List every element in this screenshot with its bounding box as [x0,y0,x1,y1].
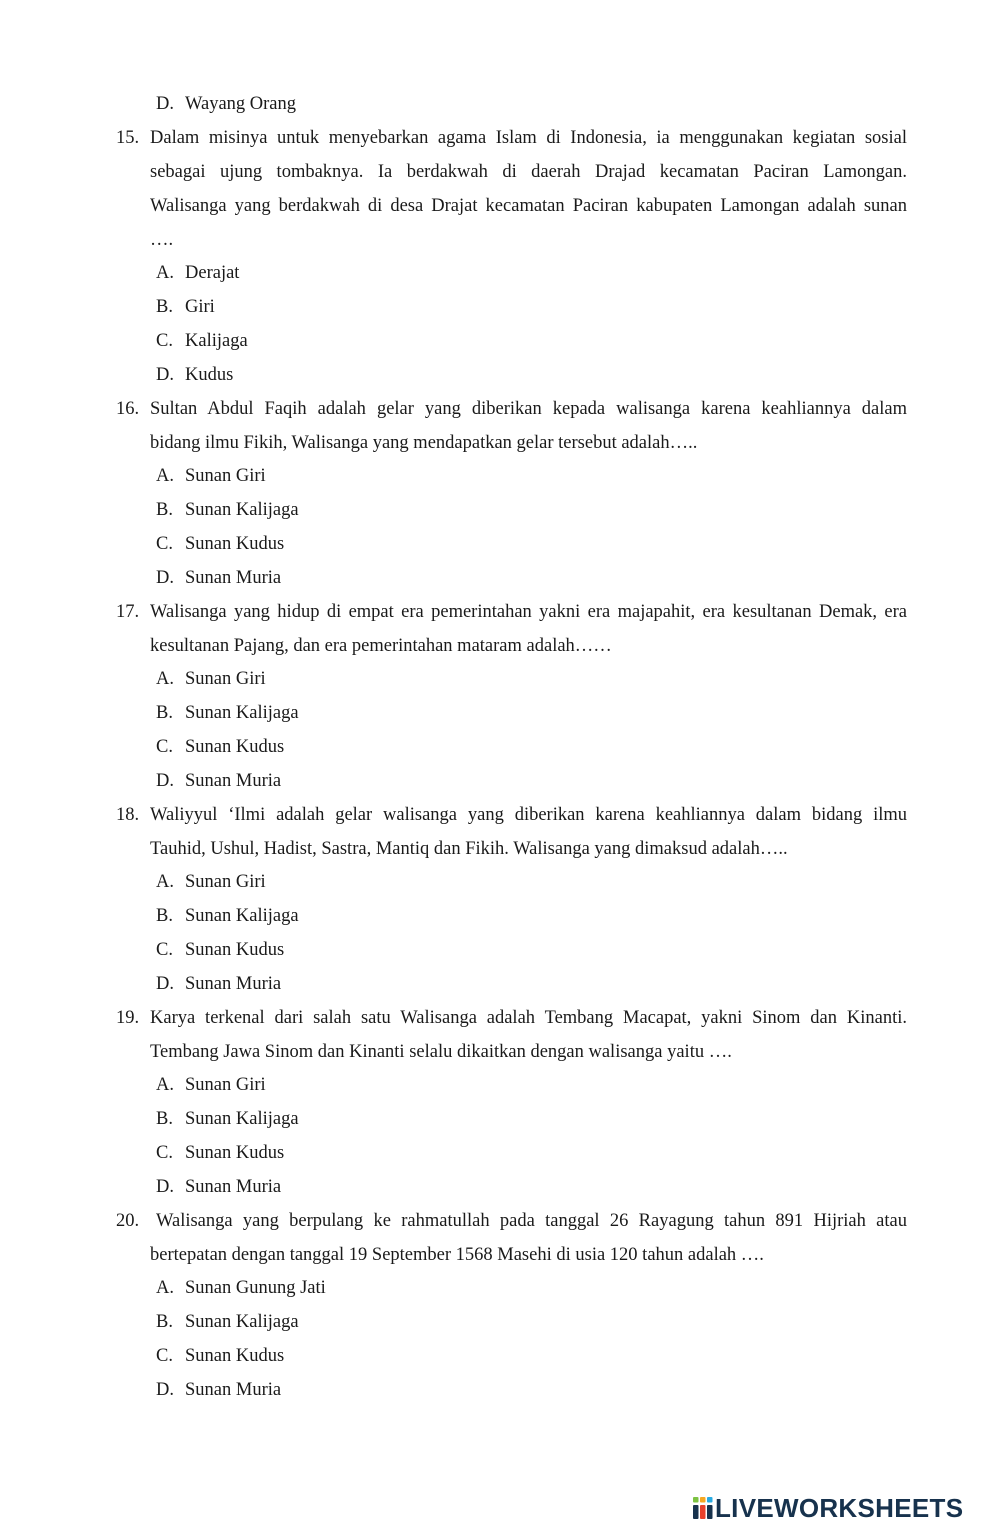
option-letter: C. [156,1143,173,1163]
question-text-line: Tauhid, Ushul, Hadist, Sastra, Mantiq dan Fikih. Walisanga yang dimaksud adalah….. [150,839,788,859]
option-text: Sunan Kudus [185,1143,285,1163]
question-text-line: …. [150,230,174,250]
option-letter: C. [156,940,173,960]
option-letter: B. [156,703,173,723]
question-number: 20. [116,1211,140,1231]
option-letter: D. [156,771,174,791]
question-text-line: Waliyyul ‘Ilmi adalah gelar walisanga yang diberikan karena keahliannya dalam bidang ilmu [150,805,907,825]
question-text-line: Walisanga yang berpulang ke rahmatullah pada tanggal 26 Rayagung tahun 891 Hijriah atau [156,1211,907,1231]
option-text: Sunan Muria [185,974,282,994]
option-text: Sunan Muria [185,568,282,588]
option-letter: A. [156,1075,174,1095]
question-text-line: Sultan Abdul Faqih adalah gelar yang diberikan kepada walisanga karena keahliannya dalam [150,399,907,419]
option-letter: B. [156,1312,173,1332]
question-text-line: kesultanan Pajang, dan era pemerintahan mataram adalah…… [150,636,612,656]
option-letter: B. [156,1109,173,1129]
option-text: Sunan Muria [185,1380,282,1400]
option-letter: B. [156,500,173,520]
option-letter: A. [156,669,174,689]
option-letter: A. [156,1278,174,1298]
option-letter: D. [156,568,174,588]
option-letter: B. [156,297,173,317]
option-text: Sunan Gunung Jati [185,1278,326,1298]
option-letter: D. [156,1380,174,1400]
question-text-line: bertepatan dengan tanggal 19 September 1568 Masehi di usia 120 tahun adalah …. [150,1245,764,1265]
logo-text: LIVEWORKSHEETS [715,1493,964,1523]
option-text: Sunan Giri [185,872,266,892]
option-text: Sunan Kalijaga [185,703,299,723]
option-text: Sunan Kalijaga [185,500,299,520]
question-number: 18. [116,805,140,825]
option-text: Wayang Orang [185,94,297,114]
question-text-line: Dalam misinya untuk menyebarkan agama Islam di Indonesia, ia menggunakan kegiatan sosial [150,128,907,148]
option-letter: C. [156,534,173,554]
liveworksheets-logo-icon [693,1497,713,1519]
option-text: Sunan Kalijaga [185,1109,299,1129]
option-letter: A. [156,872,174,892]
option-letter: A. [156,466,174,486]
option-letter: C. [156,1346,173,1366]
option-text: Sunan Giri [185,669,266,689]
option-text: Sunan Kudus [185,940,285,960]
question-text-line: Walisanga yang hidup di empat era pemerintahan yakni era majapahit, era kesultanan Demak, era [150,602,907,622]
option-text: Kudus [185,365,234,385]
question-number: 17. [116,602,140,622]
option-letter: D. [156,1177,174,1197]
question-text-line: Karya terkenal dari salah satu Walisanga adalah Tembang Macapat, yakni Sinom dan Kinanti. [150,1008,907,1028]
question-number: 19. [116,1008,140,1028]
option-text: Derajat [185,263,240,283]
option-text: Sunan Muria [185,771,282,791]
option-letter: B. [156,906,173,926]
question-text-line: Tembang Jawa Sinom dan Kinanti selalu dikaitkan dengan walisanga yaitu …. [150,1042,732,1062]
option-text: Sunan Kalijaga [185,906,299,926]
liveworksheets-logo[interactable] [693,1493,963,1523]
question-number: 15. [116,128,140,148]
option-text: Sunan Giri [185,1075,266,1095]
option-letter: D. [156,94,174,114]
option-text: Sunan Kudus [185,1346,285,1366]
option-text: Giri [185,297,215,317]
option-text: Sunan Kalijaga [185,1312,299,1332]
option-text: Sunan Kudus [185,737,285,757]
option-letter: A. [156,263,174,283]
question-text-line: sebagai ujung tombaknya. Ia berdakwah di daerah Drajad kecamatan Paciran Lamongan. [150,162,907,182]
option-letter: D. [156,974,174,994]
question-text-line: bidang ilmu Fikih, Walisanga yang mendapatkan gelar tersebut adalah….. [150,433,698,453]
option-letter: C. [156,737,173,757]
option-text: Kalijaga [185,331,248,351]
option-text: Sunan Muria [185,1177,282,1197]
question-number: 16. [116,399,140,419]
question-text-line: Walisanga yang berdakwah di desa Drajat kecamatan Paciran kabupaten Lamongan adalah sunan [150,196,907,216]
option-letter: D. [156,365,174,385]
option-letter: C. [156,331,173,351]
option-text: Sunan Kudus [185,534,285,554]
option-text: Sunan Giri [185,466,266,486]
